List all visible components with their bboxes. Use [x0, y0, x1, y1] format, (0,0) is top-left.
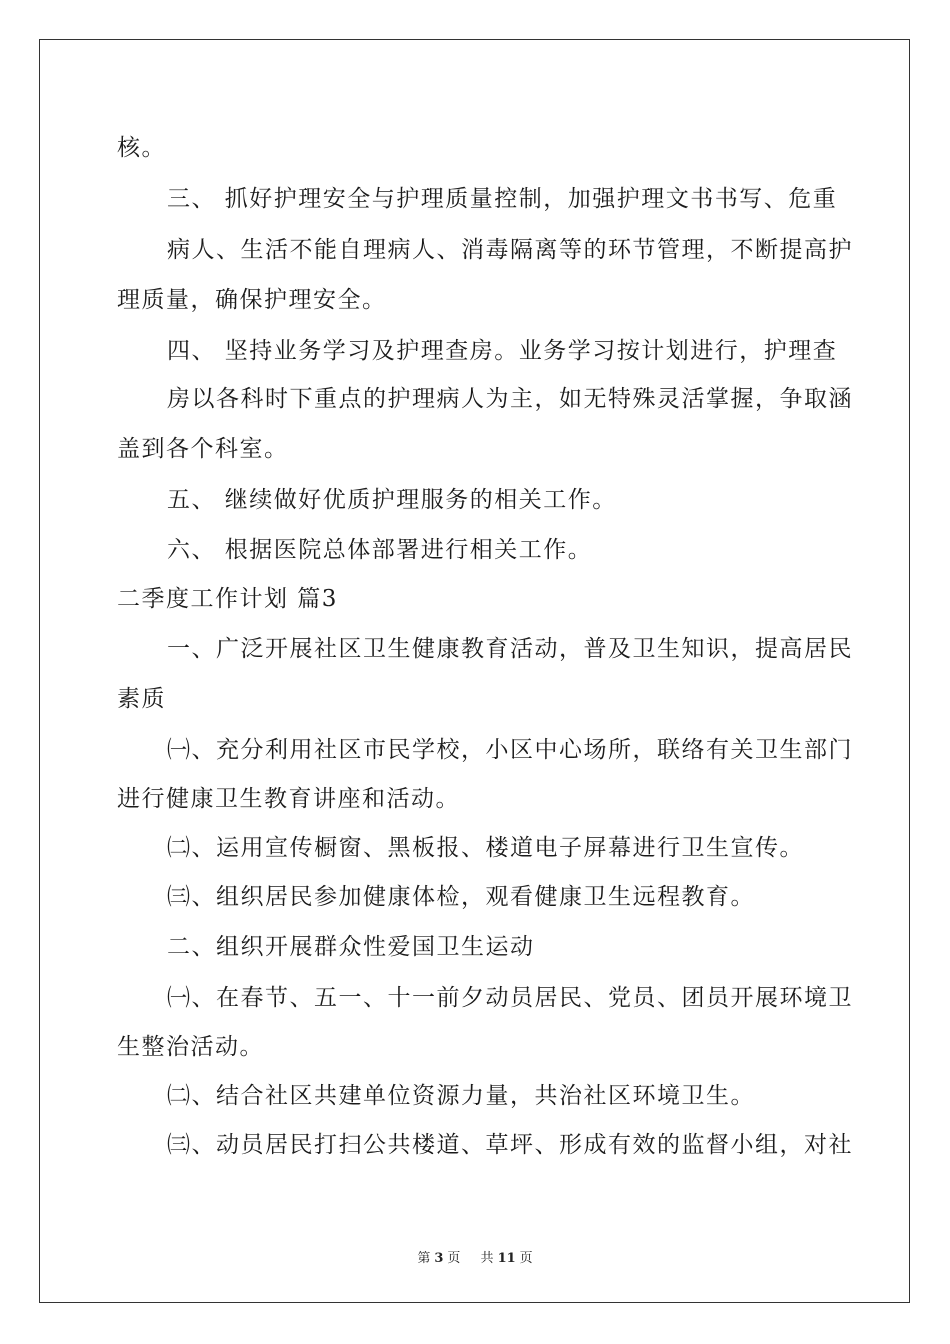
text-line: 盖到各个科室。: [117, 436, 289, 462]
text-line: ㈢、组织居民参加健康体检，观看健康卫生远程教育。: [167, 884, 755, 910]
text-line: 二、组织开展群众性爱国卫生运动: [167, 934, 535, 960]
current-page: 3: [434, 1251, 444, 1266]
text-line: 病人、生活不能自理病人、消毒隔离等的环节管理，不断提高护: [167, 237, 853, 263]
total-prefix: 共: [480, 1251, 494, 1266]
text-line: 四、 坚持业务学习及护理查房。业务学习按计划进行，护理查: [167, 338, 838, 364]
page-prefix: 第: [417, 1251, 431, 1266]
text-line: 六、 根据医院总体部署进行相关工作。: [167, 537, 593, 563]
page-suffix: 页: [447, 1251, 461, 1266]
page-number: [413, 1251, 464, 1266]
text-line: 素质: [117, 686, 166, 712]
text-line: 一、广泛开展社区卫生健康教育活动，普及卫生知识，提高居民: [167, 636, 853, 662]
text-line: 进行健康卫生教育讲座和活动。: [117, 786, 460, 812]
text-line: ㈡、运用宣传橱窗、黑板报、楼道电子屏幕进行卫生宣传。: [167, 835, 804, 861]
total-pages: 11: [497, 1251, 516, 1266]
text-line: 房以各科时下重点的护理病人为主，如无特殊灵活掌握，争取涵: [167, 386, 853, 412]
total-suffix: 页: [519, 1251, 533, 1266]
text-line: 核。: [117, 135, 166, 161]
text-line: 生整治活动。: [117, 1034, 264, 1060]
text-line: ㈠、充分利用社区市民学校，小区中心场所，联络有关卫生部门: [167, 737, 853, 763]
text-line: ㈢、动员居民打扫公共楼道、草坪、形成有效的监督小组，对社: [167, 1132, 853, 1158]
page-border: [39, 39, 910, 1303]
page-footer: [0, 1247, 950, 1266]
text-line: ㈠、在春节、五一、十一前夕动员居民、党员、团员开展环境卫: [167, 985, 853, 1011]
text-line: 三、 抓好护理安全与护理质量控制，加强护理文书书写、危重: [167, 186, 838, 212]
section-heading: 二季度工作计划 篇3: [117, 586, 338, 612]
page-total: [477, 1251, 537, 1266]
text-line: 理质量，确保护理安全。: [117, 287, 387, 313]
text-line: ㈡、结合社区共建单位资源力量，共治社区环境卫生。: [167, 1083, 755, 1109]
text-line: 五、 继续做好优质护理服务的相关工作。: [167, 487, 617, 513]
